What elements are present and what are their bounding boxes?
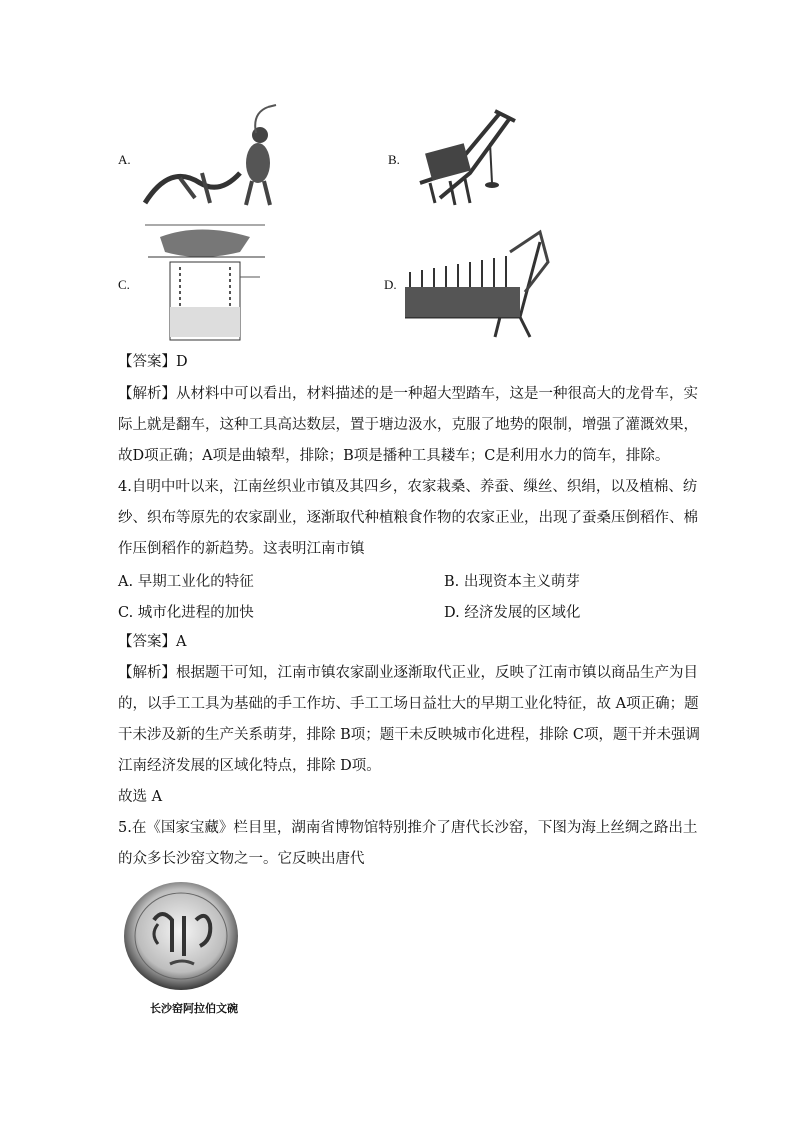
arabic-bowl-image bbox=[122, 880, 240, 992]
q3-analysis-line-3: 故D项正确；A项是曲辕犁，排除；B项是播种工具耧车；C是利用水力的筒车，排除。 bbox=[118, 448, 670, 464]
option-a-label: A. bbox=[118, 152, 131, 167]
q4-answer: 【答案】A bbox=[118, 634, 187, 650]
q4-analysis-line-3: 干未涉及新的生产关系萌芽，排除 B项；题干未反映城市化进程，排除 C项，题干并未强调 bbox=[118, 727, 700, 743]
q4-analysis-line-4: 江南经济发展的区域化特点，排除 D项。 bbox=[118, 758, 381, 774]
q4-stem-line-3: 作压倒稻作的新趋势。这表明江南市镇 bbox=[118, 541, 365, 557]
q4-analysis-line-1: 【解析】根据题干可知，江南市镇农家副业逐渐取代正业，反映了江南市镇以商品生产为目 bbox=[118, 665, 698, 681]
curved-plow-image bbox=[140, 103, 300, 213]
q5-stem-line-2: 的众多长沙窑文物之一。它反映出唐代 bbox=[118, 851, 365, 867]
q4-option-c: C. 城市化进程的加快 bbox=[118, 605, 254, 621]
q4-stem-line-1: 4.自明中叶以来，江南丝织业市镇及其四乡，农家栽桑、养蚕、缫丝、织绢，以及植棉、纺 bbox=[118, 479, 698, 495]
q4-option-b: B. 出现资本主义萌芽 bbox=[444, 574, 580, 590]
option-d-label: D. bbox=[384, 277, 397, 292]
q5-stem-line-1: 5.在《国家宝藏》栏目里，湖南省博物馆特别推介了唐代长沙窑，下图为海上丝绸之路出土 bbox=[118, 820, 698, 836]
bowl-caption: 长沙窑阿拉伯文碗 bbox=[150, 1002, 238, 1015]
seed-drill-image bbox=[410, 103, 520, 213]
option-b-label: B. bbox=[388, 152, 400, 167]
q4-choose: 故选 A bbox=[118, 789, 163, 805]
q3-answer: 【答案】D bbox=[118, 354, 188, 370]
water-wheel-image bbox=[140, 217, 270, 342]
q4-stem-line-2: 纱、织布等原先的农家副业，逐渐取代种植粮食作物的农家正业，出现了蚕桑压倒稻作、棉 bbox=[118, 510, 698, 526]
q3-analysis-line-1: 【解析】从材料中可以看出，材料描述的是一种超大型踏车，这是一种很高大的龙骨车，实 bbox=[118, 386, 698, 402]
q3-analysis-line-2: 际上就是翻车，这种工具高达数层，置于塘边汲水，克服了地势的限制，增强了灌溉效果， bbox=[118, 417, 698, 433]
q4-analysis-line-2: 的，以手工工具为基础的手工作坊、手工工场日益壮大的早期工业化特征，故 A项正确；题 bbox=[118, 696, 699, 712]
dragon-bone-waterwheel-image bbox=[400, 222, 550, 342]
option-c-label: C. bbox=[118, 277, 130, 292]
q4-option-a: A. 早期工业化的特征 bbox=[118, 574, 254, 590]
q4-option-d: D. 经济发展的区域化 bbox=[444, 605, 581, 621]
